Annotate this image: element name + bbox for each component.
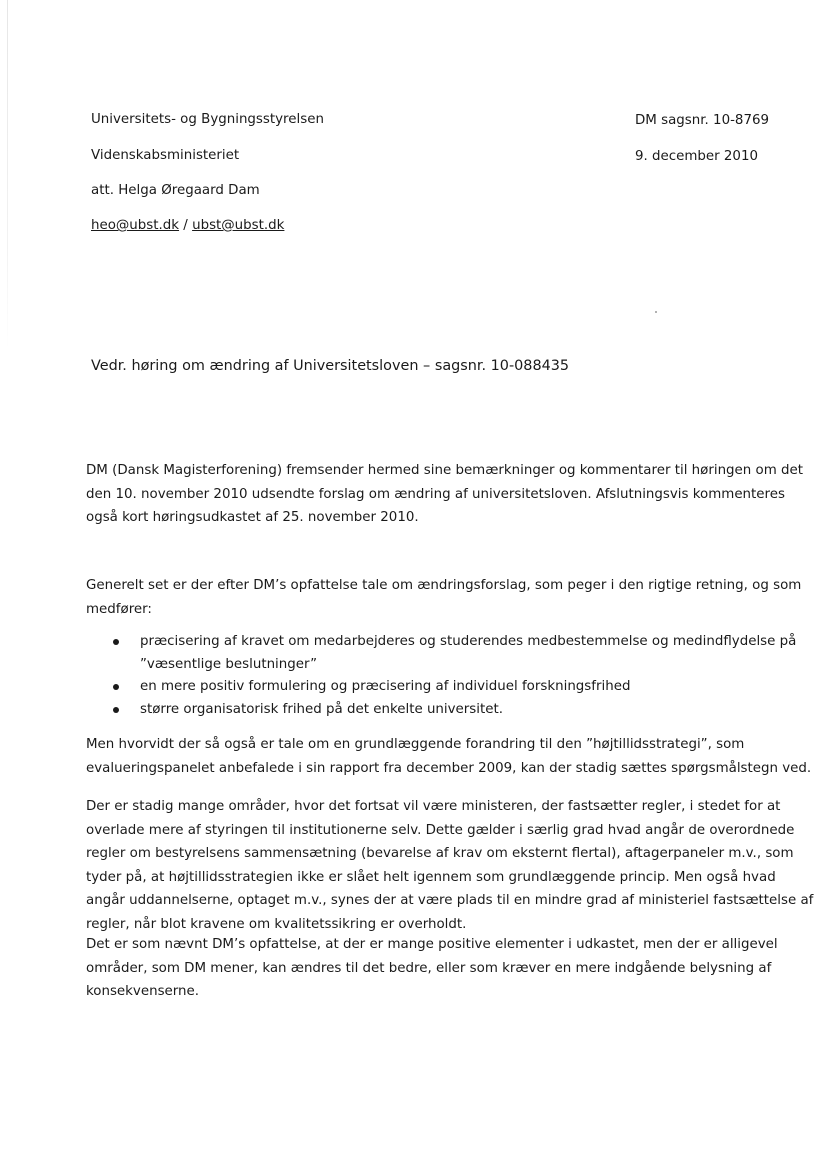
list-item xyxy=(86,676,762,699)
letter-subject: Vedr. høring om ændring af Universitetsloven – sagsnr. 10-088435 xyxy=(91,358,570,374)
email-link-heo[interactable]: heo@ubst.dk xyxy=(91,218,180,233)
question-paragraph xyxy=(86,733,812,780)
bullet-icon xyxy=(113,707,119,713)
text-line: overlade mere af styringen til institutionerne selv. Dette gælder i særlig grad hvad angår de overordnede xyxy=(86,822,795,838)
text-line: Der er stadig mange områder, hvor det fortsat vil være ministeren, der fastsætter regler, i stedet for at xyxy=(86,799,781,814)
text-line: medfører: xyxy=(86,601,152,617)
bullet-icon xyxy=(113,684,119,690)
text-line: præcisering af kravet om medarbejderes og studerendes medbestemmelse og medindflydelse på xyxy=(140,634,797,649)
recipient-emails xyxy=(91,217,284,235)
text-line: regler, når blot kravene om kvalitetssikring er overholdt. xyxy=(86,916,467,932)
text-line: Det er som nævnt DM’s opfattelse, at der er mange positive elementer i udkastet, men der er alligevel xyxy=(86,937,778,952)
text-line: den 10. november 2010 udsendte forslag om ændring af universitetsloven. Afslutningsvis kommenteres xyxy=(86,486,785,502)
case-number: DM sagsnr. 10-8769 xyxy=(635,113,770,128)
email-separator: / xyxy=(179,218,193,233)
recipient-organization: Universitets- og Bygningsstyrelsen xyxy=(91,112,324,127)
list-item xyxy=(86,699,762,722)
conclusion-paragraph xyxy=(86,933,778,1004)
general-paragraph xyxy=(86,574,802,621)
text-line: en mere positiv formulering og præcisering af individuel forskningsfrihed xyxy=(140,679,631,694)
text-line: ”væsentlige beslutninger” xyxy=(140,656,318,672)
scan-edge xyxy=(7,0,8,350)
text-line: Generelt set er der efter DM’s opfattelse tale om ændringsforslag, som peger i den rigtige retning, og som xyxy=(86,578,802,593)
list-item xyxy=(86,631,797,676)
intro-paragraph xyxy=(86,459,804,530)
recipient-ministry: Videnskabsministeriet xyxy=(91,148,240,163)
text-line: større organisatorisk frihed på det enkelte universitet. xyxy=(140,701,503,717)
text-line: angår uddannelserne, optaget m.v., synes der at være plads til en mindre grad af ministeriel fastsættelse af xyxy=(86,893,814,908)
text-line: områder, som DM mener, kan ændres til det bedre, eller som kræver en mere indgående belysning af xyxy=(86,960,772,976)
text-line: konsekvenserne. xyxy=(86,984,200,999)
bullet-icon xyxy=(113,639,119,645)
bullet-list xyxy=(86,631,797,721)
recipient-attention: att. Helga Øregaard Dam xyxy=(91,183,260,198)
letter-date: 9. december 2010 xyxy=(635,149,758,164)
areas-paragraph xyxy=(86,795,814,936)
scan-speck xyxy=(655,311,657,313)
text-line: DM (Dansk Magisterforening) fremsender hermed sine bemærkninger og kommentarer til høringen om det xyxy=(86,463,804,478)
text-line: Men hvorvidt der så også er tale om en grundlæggende forandring til den ”højtillidsstrategi”, som xyxy=(86,737,745,752)
text-line: regler om bestyrelsens sammensætning (bevarelse af krav om eksternt flertal), aftagerpaneler m.v., som xyxy=(86,846,794,861)
email-link-ubst[interactable]: ubst@ubst.dk xyxy=(192,218,285,233)
text-line: evalueringspanelet anbefalede i sin rapport fra december 2009, kan der stadig sættes spørgsmålstegn ved. xyxy=(86,760,812,776)
text-line: tyder på, at højtillidsstrategien ikke er slået helt igennem som grundlæggende princip. Men også hvad xyxy=(86,869,776,885)
text-line: også kort høringsudkastet af 25. november 2010. xyxy=(86,510,419,525)
